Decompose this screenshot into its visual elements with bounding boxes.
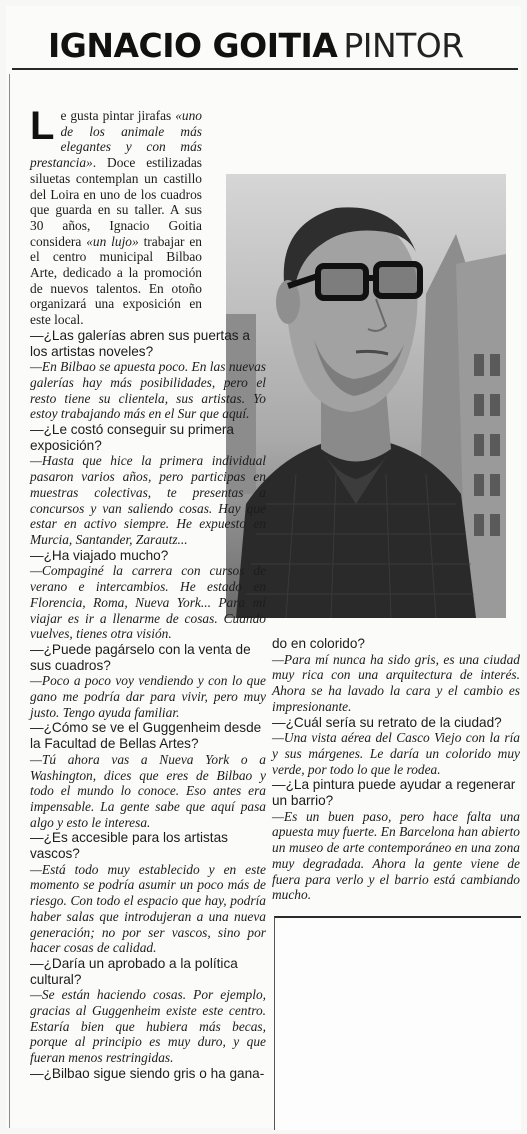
- portrait-illustration: [226, 174, 506, 618]
- column-right-body: [272, 636, 520, 903]
- header-rule: [12, 68, 518, 70]
- interview-question: —¿Ha viajado mucho?: [30, 547, 169, 563]
- interview-answer: —Una vista aérea del Casco Viejo con la ría y sus márgenes. Le daría un colorido muy verde, por todo lo que le rodea.: [272, 730, 520, 777]
- interview-answer: —Hasta que hice la primera individual pasaron varios años, pero participas en muestras colectivas, te presentas a concursos y van saliendo cosas. Hay que estar en activo siempre. He expuesto en Murcia, Santander, Zarautz...: [30, 453, 266, 547]
- portrait-photo: [226, 174, 506, 618]
- interview-answer: —Se están haciendo cosas. Por ejemplo, gracias al Guggenheim existe este centro. Estaría bien que hubiera más becas, porque al principio es muy duro, y que fueran menos restringidas.: [30, 987, 266, 1066]
- interview-question: —¿Las galerías abren sus puertas a los artistas noveles?: [30, 327, 250, 359]
- interview-answer: —Poco a poco voy vendiendo y con lo que gano me podría dar para vivir, pero muy justo. Tengo ayuda familiar.: [30, 673, 266, 720]
- interview-question: —¿La pintura puede ayudar a regenerar un barrio?: [272, 777, 516, 809]
- subject-name: IGNACIO GOITIA: [48, 26, 338, 65]
- interview-question: —¿Es accesible para los artistas vascos?: [30, 830, 228, 862]
- interview-question: —¿Bilbao sigue siendo gris o ha gana-: [30, 1065, 265, 1081]
- intro-paragraph: [30, 104, 202, 328]
- intro-block: [30, 104, 202, 328]
- interview-answer: —Está todo muy establecido y en este momento se podría asumir un poco más de riesgo. Con todo el espacio que hay, podría haber salas que introdujeran a una nueva generación; no por ser vascos, sino por hacer cosas de calidad.: [30, 861, 266, 956]
- column-right: [272, 636, 520, 903]
- article-header: [14, 24, 514, 68]
- interview-question: —¿Daría un aprobado a la política cultural?: [30, 955, 238, 987]
- interview-answer: —Para mí nunca ha sido gris, es una ciudad muy rica con una arquitectura de interés. Ahora se ha lavado la cara y el cambio es impresionante.: [272, 651, 520, 714]
- column-left-body: [30, 328, 266, 1082]
- drop-cap: L: [30, 104, 55, 148]
- interview-question: —¿Puede pagárselo con la venta de sus cuadros?: [30, 641, 251, 673]
- interview-question: —¿Le costó conseguir su primera exposición?: [30, 422, 234, 453]
- article-title: [48, 26, 464, 65]
- interview-answer: —Tú ahora vas a Nueva York o a Washington, dices que eres de Bilbao y todo el mundo lo conoce. Eso antes era impensable. La gente sabe que aquí pasa algo y esto le interesa.: [30, 751, 266, 830]
- interview-answer: —Compaginé la carrera con cursos de verano e intercambios. He estado en Florencia, Roma, Nueva York... Para mí viajar es ir a llenarme de cosas. Cuando vuelves, tienes otra visión.: [30, 563, 266, 642]
- interview-answer: —Es un buen paso, pero hace falta una apuesta muy fuerte. En Barcelona han abierto un museo de arte contemporáneo en una zona muy degradada. Ahora la gente viene de fuera para verlo y el barrio está cambiando mucho.: [272, 808, 520, 903]
- interview-question: do en colorido?: [272, 636, 365, 651]
- empty-box: [274, 916, 521, 1130]
- interview-question: —¿Cuál sería su retrato de la ciudad?: [272, 714, 502, 730]
- interview-answer: —En Bilbao se apuesta poco. En las nuevas galerías hay más posibilidades, pero el resto tiene su clientela, sus artistas. Yo estoy trabajando más en el Sur que aquí.: [30, 359, 266, 422]
- interview-question: —¿Cómo se ve el Guggenheim desde la Facultad de Bellas Artes?: [30, 720, 262, 752]
- subject-role: PINTOR: [343, 26, 464, 65]
- column-left: [30, 104, 266, 1082]
- left-column-rule: [9, 74, 10, 1128]
- intro-text: e gusta pintar jirafas «uno de los animale más elegantes y con más prestancia». Doce estilizadas siluetas contemplan un castillo del Loira en uno de los cuadros que guarda en su taller. A sus 30 años, Ignacio Goitia considera «un lujo» trabajar en el centro municipal Bilbao Arte, dedicado a la promoción de nuevos talentos. En otoño organizará una exposición en este local.: [30, 108, 202, 328]
